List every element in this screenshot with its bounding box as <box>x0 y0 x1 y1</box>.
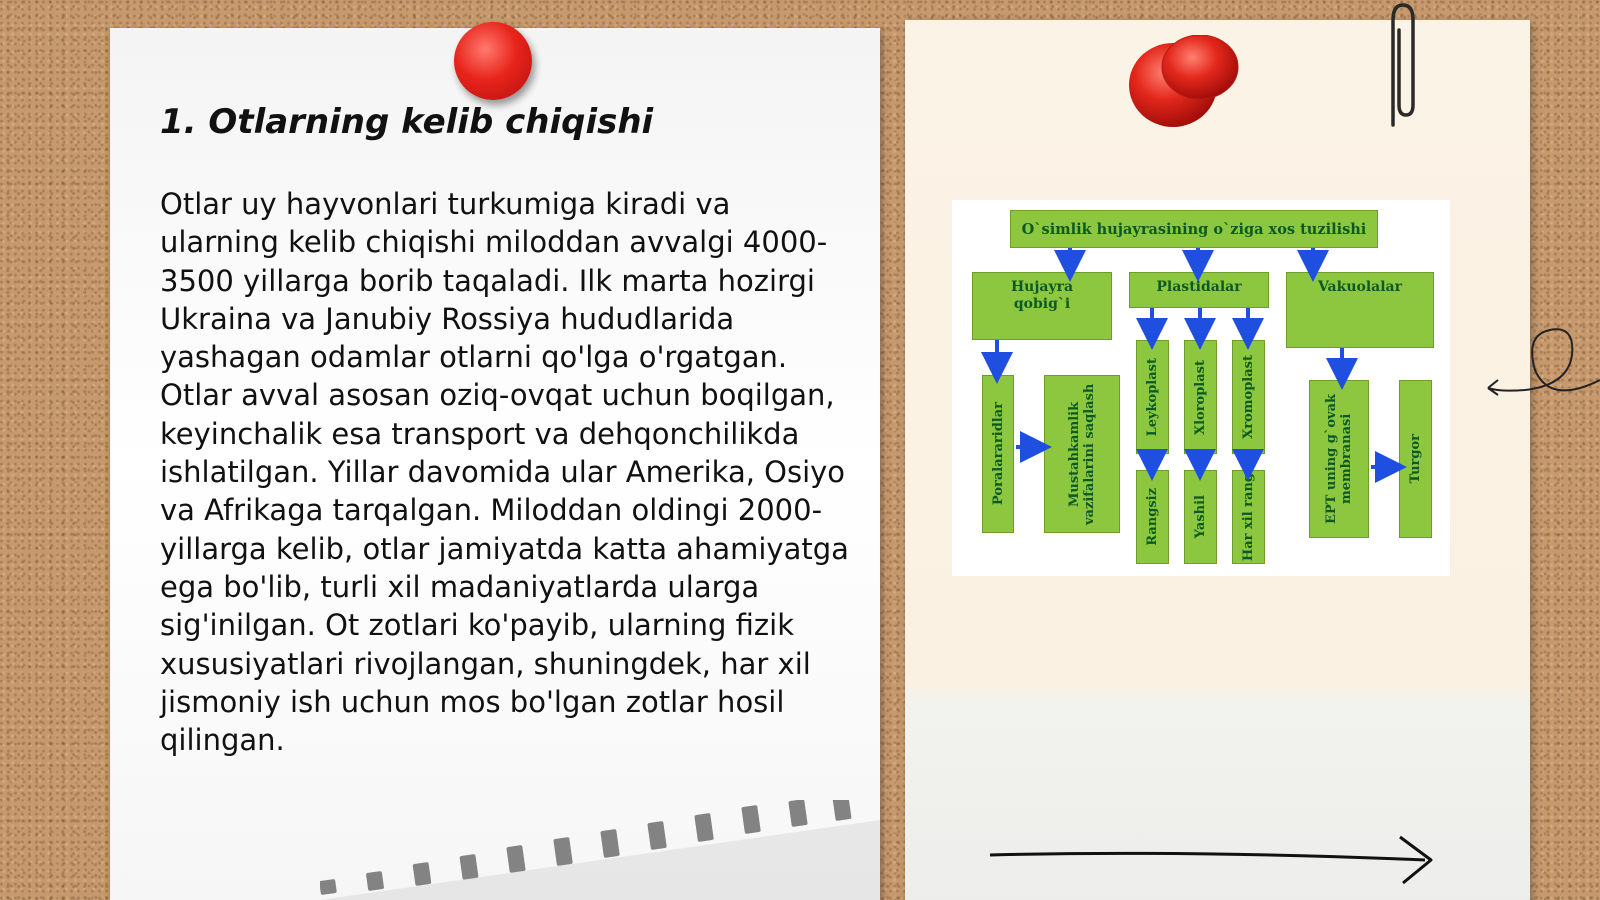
diagram-leaf-label: Xromoplast <box>1241 355 1256 439</box>
diagram-leaf-label: Rangsiz <box>1145 488 1160 546</box>
curly-arrow-doodle-icon <box>1480 310 1600 410</box>
paperclip-icon <box>1375 0 1425 130</box>
diagram-leaf-label: EPT uning g`ovak membranasi <box>1324 393 1354 525</box>
diagram-leaf-label: Mustahkamlik vazifalarini saqlash <box>1067 383 1097 525</box>
diagram-leaf-label: Leykoplast <box>1145 357 1160 437</box>
plant-cell-structure-diagram <box>952 200 1450 576</box>
diagram-leaf-label: Har xil rang <box>1241 472 1256 562</box>
red-pushpin-icon <box>1125 35 1255 135</box>
notebook-tear-edge-icon <box>320 800 880 900</box>
long-arrow-doodle-icon <box>985 835 1445 885</box>
red-pushpin-icon <box>454 22 532 100</box>
note-heading: 1. Otlarning kelib chiqishi <box>160 102 654 142</box>
diagram-leaf-label: Xloroplast <box>1193 359 1208 435</box>
diagram-leaf-label: Poralararidlar <box>990 402 1006 506</box>
diagram-leaf-label: Turgor <box>1408 434 1423 484</box>
diagram-branch-label: Vakuolalar <box>1317 279 1403 295</box>
note-paragraph: Otlar uy hayvonlari turkumiga kiradi va ularning kelib chiqishi miloddan avvalgi 4000-3500 yillarga borib taqaladi. Ilk marta hozirgi Ukraina va Janubiy Rossiya hududlarida yashagan odamlar otlarni qo'lga o'rgatgan. Otlar avval asosan oziq-ovqat uchun boqilgan, keyinchalik esa transport va dehqonchilikda ishlatilgan. Yillar davomida ular Amerika, Osiyo va Afrikaga tarqalgan. Miloddan oldingi 2000-yillarga kelib, otlar jamiyatda katta ahamiyatga ega bo'lib, turli xil madaniyatlarda ularga sig'inilgan. Ot zotlari ko'payib, ularning fizik xususiyatlari rivojlangan, shuningdek, har xil jismoniy ish uchun mos bo'lgan zotlar hosil qilingan. <box>160 187 849 758</box>
diagram-arrows <box>952 200 1450 576</box>
diagram-root-label: O`simlik hujayrasining o`ziga xos tuzilishi <box>1021 220 1367 238</box>
diagram-branch-label: Plastidalar <box>1156 279 1242 295</box>
diagram-leaf-label: Yashil <box>1193 495 1208 539</box>
diagram-branch-label: Hujayra qobig`i <box>1010 279 1074 312</box>
